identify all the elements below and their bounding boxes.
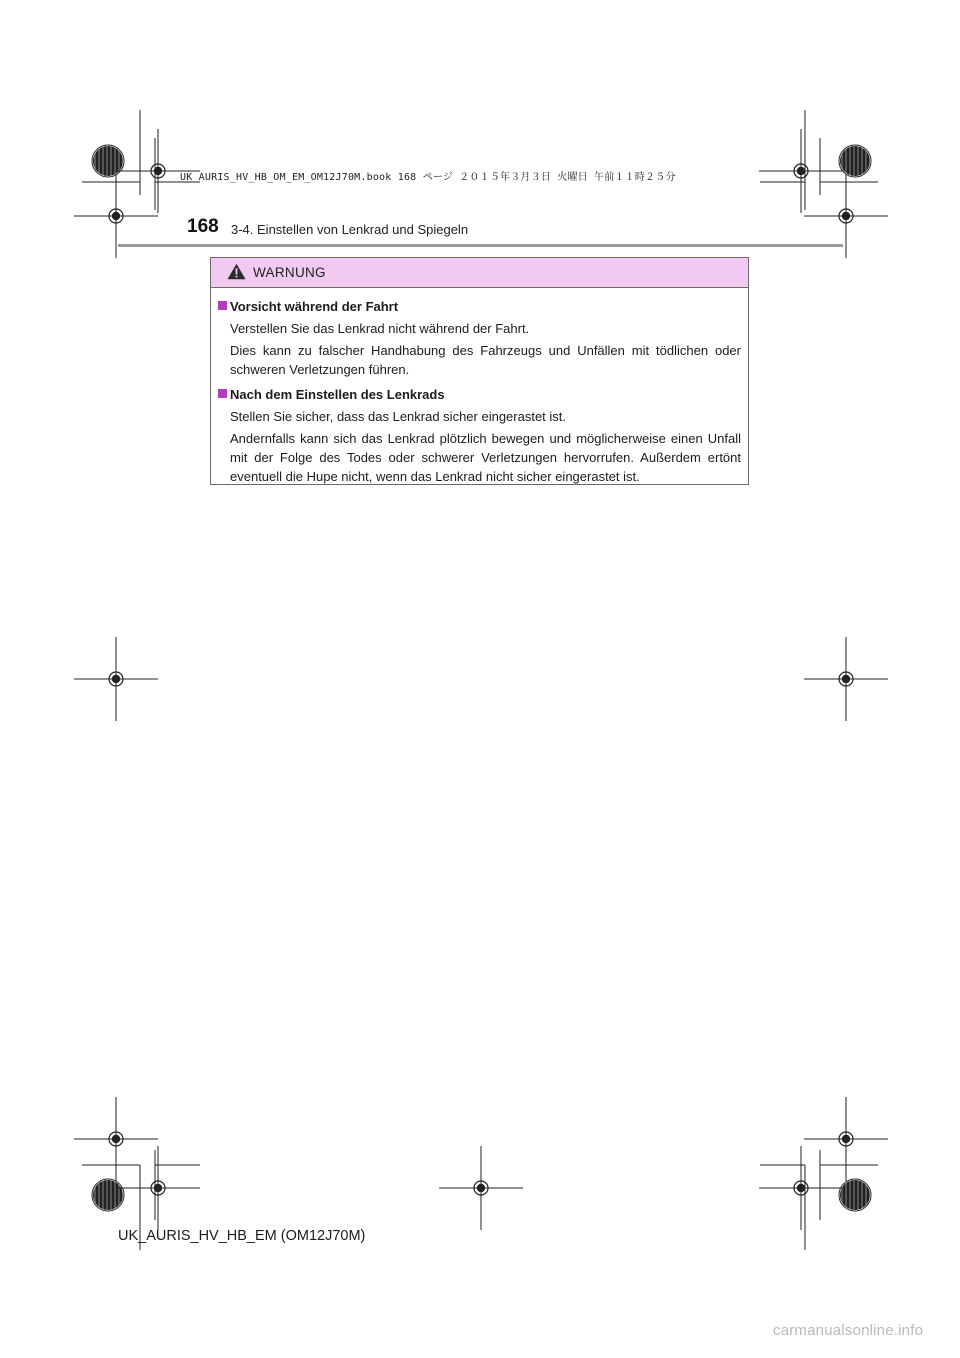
registration-mark-top-right [759, 110, 888, 258]
page-number: 168 [187, 216, 219, 237]
header-divider [118, 244, 843, 247]
warning-paragraph: Andernfalls kann sich das Lenkrad plötzlich bewegen und möglicherweise einen Unfall mit der Folge des Todes oder schwerer Verletzungen hervorrufen. Außerdem ertönt eventuell die Hupe nicht, wenn das Lenkrad nicht sicher eingerastet ist. [230, 431, 741, 484]
warning-item-heading: Nach dem Einstellen des Lenkrads [218, 385, 741, 404]
registration-mark-bottom-center [439, 1146, 523, 1230]
registration-mark-bottom-right [759, 1097, 888, 1250]
square-bullet-icon [218, 301, 227, 310]
registration-mark-middle-left [74, 637, 158, 721]
warning-title: WARNUNG [253, 265, 326, 280]
registration-mark-middle-right [804, 637, 888, 721]
warning-body [218, 294, 741, 489]
square-bullet-icon [218, 389, 227, 398]
print-info: UK AURIS_HV_HB_OM_EM_OM12J70M.book 168 ページ ２０１５年３月３日 火曜日 午前１１時２５分 [180, 172, 676, 183]
warning-triangle-icon [227, 263, 246, 280]
warning-header [211, 258, 748, 288]
watermark: carmanualsonline.info [773, 1322, 924, 1339]
warning-item-heading: Vorsicht während der Fahrt [218, 297, 741, 316]
warning-paragraph: Verstellen Sie das Lenkrad nicht während der Fahrt. [230, 321, 530, 336]
warning-paragraph: Dies kann zu falscher Handhabung des Fahrzeugs und Unfällen mit tödlichen oder schweren Verletzungen führen. [230, 343, 741, 377]
registration-mark-top-left [74, 110, 200, 258]
document-code: UK_AURIS_HV_HB_EM (OM12J70M) [118, 1228, 366, 1244]
warning-box [210, 257, 749, 485]
section-title: 3-4. Einstellen von Lenkrad und Spiegeln [231, 222, 469, 237]
warning-paragraph: Stellen Sie sicher, dass das Lenkrad sicher eingerastet ist. [230, 409, 567, 424]
